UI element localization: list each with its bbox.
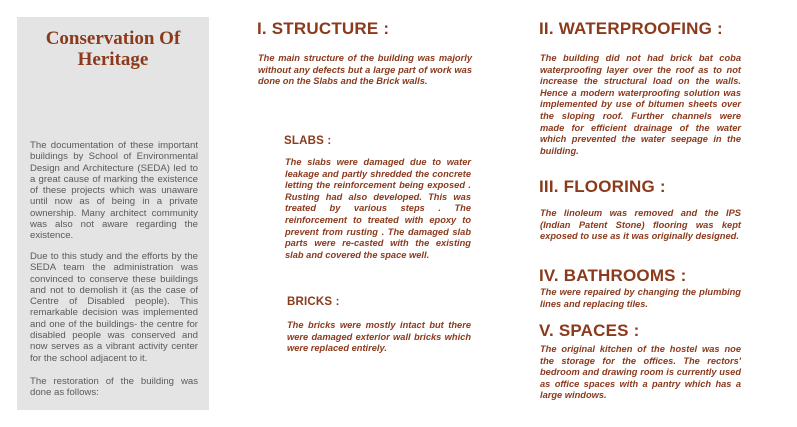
sidebar-title: Conservation Of Heritage xyxy=(45,28,181,70)
spaces-text: The original kitchen of the hostel was noe the storage for the offices. The rectors' bedroom and drawing room is currently used as office spaces with a pantry which has a large windows. xyxy=(540,344,741,401)
structure-heading: I. STRUCTURE : xyxy=(257,19,390,38)
structure-text: The main structure of the building was majorly without any defects but a large part of work was done on the Slabs and the Brick walls. xyxy=(258,53,472,87)
sidebar-paragraph-1: The documentation of these important buildings by School of Environmental Design and Architecture (SEDA) led to a great cause of marking the existence of these projects which was unaware until now as of being in a private ownership. Many architect community was also not aware regarding the existence. xyxy=(30,140,198,242)
waterproofing-heading: II. WATERPROOFING : xyxy=(539,19,723,38)
bricks-heading: BRICKS : xyxy=(287,296,340,308)
slabs-heading: SLABS : xyxy=(284,135,332,147)
waterproofing-text: The building did not had brick bat coba waterproofing layer over the roof as to not increase the structural load on the walls. Hence a modern waterproofing solution was implemented by use of bitumen sheets over the sloping roof. Further channels were made for efficient drainage of the water which prevented the water seepage in the building. xyxy=(540,53,741,156)
bathrooms-heading: IV. BATHROOMS : xyxy=(539,266,687,285)
bricks-text: The bricks were mostly intact but there were damaged exterior wall bricks which were replaced entirely. xyxy=(287,320,471,354)
sidebar-paragraph-2: Due to this study and the efforts by the SEDA team the administration was convinced to conserve these buildings and not to demolish it (as the case of Centre of Disabled people). This remarkable decision was implemented and one of the buildings- the centre for disabled people was conserved and now serves as a vibrant activity center for the school adjacent to it. xyxy=(30,251,198,364)
bathrooms-text: The were repaired by changing the plumbing lines and replacing tiles. xyxy=(540,287,741,309)
flooring-text: The linoleum was removed and the IPS (Indian Patent Stone) flooring was kept exposed to use as it was originally designed. xyxy=(540,208,741,242)
sidebar-paragraph-3: The restoration of the building was done as follows: xyxy=(30,376,198,399)
spaces-heading: V. SPACES : xyxy=(539,321,640,340)
slabs-text: The slabs were damaged due to water leakage and partly shredded the concrete letting the reinforcement being exposed . Rusting had also developed. This was treated by various steps . The reinforcement to treated with epoxy to prevent from rusting . The damaged slab parts were re-casted with the existing slab and covered the space well. xyxy=(285,157,471,260)
flooring-heading: III. FLOORING : xyxy=(539,177,666,196)
